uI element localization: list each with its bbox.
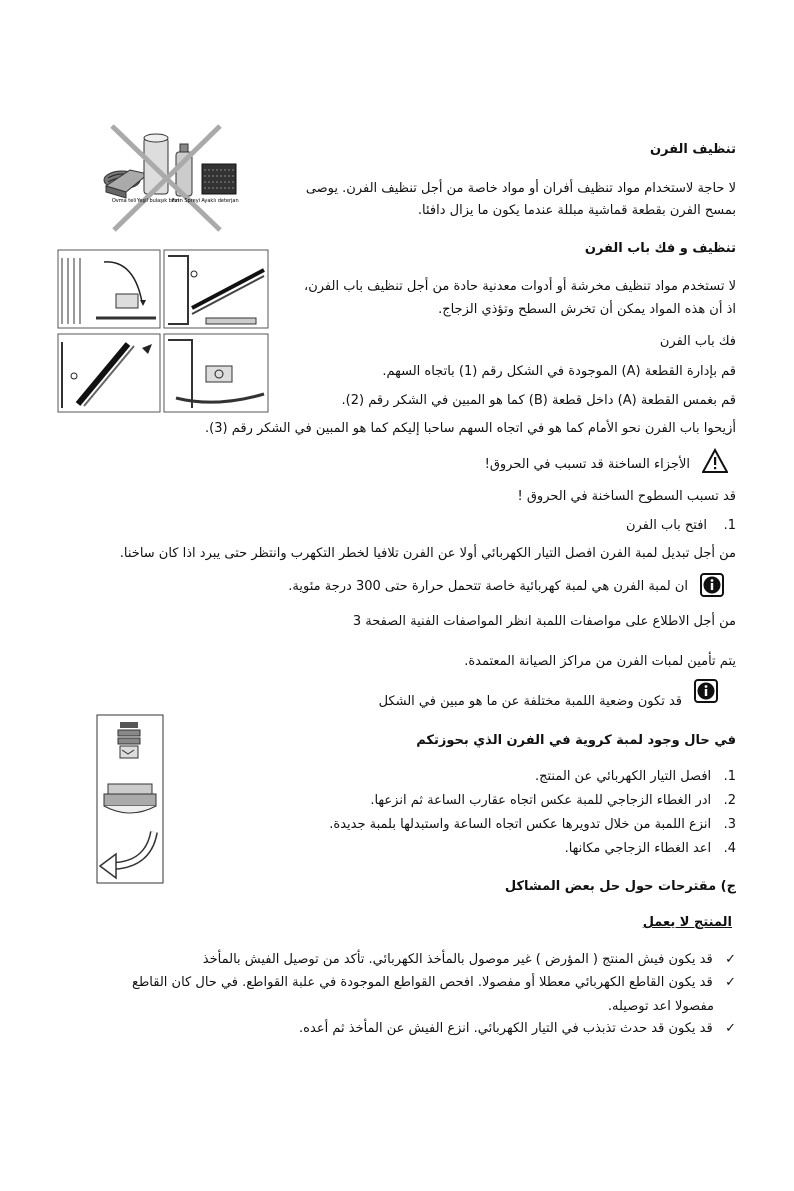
- troubleshooting-title: ج) مقترحات حول حل بعض المشاكل: [504, 879, 736, 894]
- door-step-3: أزيحوا باب الفرن نحو الأمام كما هو في اتجاه السهم ساحبا إليكم كما هو المبين في الشكر رقم (3).: [205, 421, 736, 436]
- cleaning-products-crossed-image: [100, 124, 244, 232]
- bulb-step-3-text: انزع اللمبة من خلال تدويرها عكس اتجاه الساعة واستبدلها بلمبة جديدة.: [329, 817, 712, 832]
- bulb-step-2-text: ادر الغطاء الزجاجي للمبة عكس اتجاه عقارب الساعة ثم انزعها.: [370, 793, 712, 808]
- clean-paragraph-line1: لا حاجة لاستخدام مواد تنظيف أفران أو مواد خاصة من أجل تنظيف الفرن. يوصى: [305, 181, 736, 196]
- bulb-step-4-number: 4.: [723, 841, 736, 856]
- door-title: تنظيف و فك باب الفرن: [584, 241, 736, 256]
- info-icon-2: [694, 679, 718, 703]
- bulb-step-2: [370, 792, 736, 810]
- bulb-step-1: [535, 768, 736, 786]
- door-figure-panel-1: [164, 250, 268, 328]
- door-step-1: قم بإدارة القطعة (A) الموجودة في الشكل رقم (1) باتجاه السهم.: [382, 364, 736, 379]
- bulb-step-4: [565, 840, 736, 858]
- label-yesil-bulasik: Yeşil bulaşık bezi: [137, 198, 179, 204]
- bulb-step-1-text: افصل التيار الكهربائي عن المنتج.: [534, 769, 712, 784]
- check-icon: ✓: [725, 952, 736, 967]
- bulb-step-2-number: 2.: [723, 793, 736, 808]
- bulb-step-1-number: 1.: [723, 769, 736, 784]
- label-firin-spreyi: Fırın Spreyi: [171, 198, 201, 204]
- clean-title: تنظيف الفرن: [649, 142, 736, 157]
- lamp-paragraph-3: يتم تأمين لمبات الفرن من مراكز الصيانة المعتمدة.: [464, 654, 736, 669]
- lamp-info-2: قد تكون وضعية اللمبة مختلفة عن ما هو مبين في الشكل: [378, 694, 682, 709]
- info-icon: [700, 573, 724, 597]
- label-ayakli-deterjan: Ayaklı deterjan: [201, 198, 239, 204]
- door-removal-subtitle: فك باب الفرن: [659, 334, 736, 349]
- bulb-step-4-text: اعد الغطاء الزجاجي مكانها.: [564, 841, 712, 856]
- label-ovma-teli: Ovma teli: [111, 198, 137, 204]
- lamp-paragraph-1: من أجل تبديل لمبة الفرن افصل التيار الكهربائي أولا عن الفرن تلافيا لخطر التكهرب وانتظر حتى يبرد اذا كان ساخنا.: [119, 546, 736, 561]
- lamp-paragraph-2: من أجل الاطلاع على مواصفات اللمبة انظر المواصفات الفنية الصفحة 3: [352, 614, 736, 629]
- cleaner-can-icon: [144, 134, 168, 194]
- door-paragraph-line2: اذ أن هذه المواد يمكن أن تخرش السطح وتؤذي الزجاج.: [438, 302, 736, 317]
- trouble-item-2: [132, 974, 736, 992]
- bulb-step-3-number: 3.: [723, 817, 736, 832]
- door-paragraph-line1: لا تستخدم مواد تنظيف مخرشة أو أدوات معدنية حادة من أجل تنظيف باب الفرن،: [304, 279, 736, 294]
- door-figure-panel-3: [164, 334, 268, 412]
- bulb-replacement-figure: [96, 714, 164, 884]
- warning-note: قد تسبب السطوح الساخنة في الحروق !: [517, 489, 736, 504]
- glass-cover-icon: [104, 784, 156, 813]
- lamp-info-1: ان لمبة الفرن هي لمبة كهربائية خاصة تتحمل حرارة حتى 300 درجة مئوية.: [288, 579, 688, 594]
- door-step-2: قم بغمس القطعة (A) داخل قطعة (B) كما هو المبين في الشكر رقم (2).: [341, 393, 736, 408]
- trouble-item-3-text: قد يكون قد حدث تذبذب في التيار الكهربائي. انزع الفيش عن المأخذ ثم أعده.: [299, 1021, 713, 1036]
- trouble-item-2-text: قد يكون القاطع الكهربائي معطلا أو مفصولا. افحص القواطع الموجودة في علبة القواطع. في حال كان القاطع: [132, 975, 713, 990]
- bulb-step-3: [329, 816, 736, 834]
- trouble-item-3: [299, 1020, 736, 1038]
- trouble-item-1: [203, 951, 736, 969]
- check-icon: ✓: [725, 1021, 736, 1036]
- check-icon: ✓: [725, 975, 736, 990]
- troubleshooting-subtitle: المنتج لا يعمل: [642, 915, 732, 930]
- warning-text: الأجزاء الساخنة قد تسبب في الحروق!: [484, 457, 690, 472]
- warning-icon: [702, 448, 728, 474]
- trouble-item-1-text: قد يكون فيش المنتج ( المؤرض ) غير موصول بالمأخذ الكهربائي. تأكد من توصيل الفيش بالمأخذ: [202, 952, 713, 967]
- bulb-section-title: في حال وجود لمبة كروية في الفرن الذي بحوزتكم: [416, 733, 736, 748]
- clean-paragraph-line2: بمسح الفرن بقطعة قماشية مبللة عندما يكون ما يزال دافئا.: [417, 203, 736, 218]
- bulb-icon: [118, 722, 140, 758]
- trouble-item-2-continued: مفصولا اعد توصيله.: [607, 999, 714, 1014]
- detergent-box-icon: [202, 164, 236, 194]
- door-figure-panel-2: [58, 250, 160, 328]
- lamp-step-1-number: 1.: [723, 518, 736, 533]
- lamp-step-1: [626, 517, 736, 535]
- lamp-step-1-text: افتح باب الفرن: [625, 518, 708, 533]
- door-figure-panel-4: [58, 334, 160, 412]
- door-removal-figures: [56, 248, 270, 416]
